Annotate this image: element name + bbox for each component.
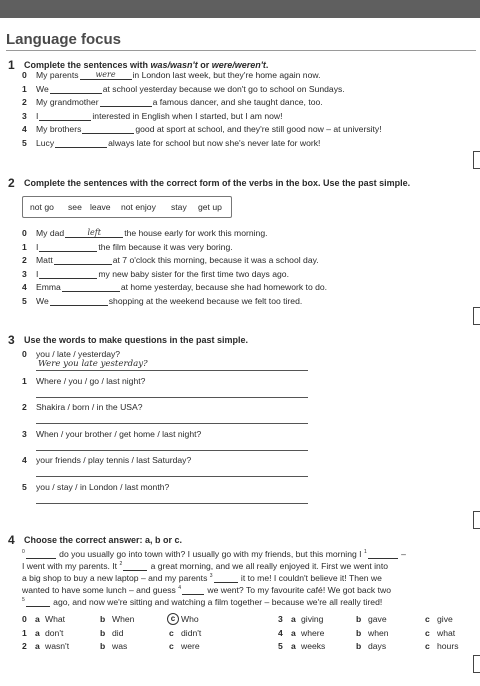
sentence-end: in London last week, but they're home again now.: [132, 70, 321, 80]
verb-see: see: [68, 202, 82, 212]
answer-line[interactable]: [36, 450, 308, 451]
choice-option[interactable]: weeks: [301, 641, 326, 651]
sentence-start: I: [36, 241, 39, 252]
verb-box: [22, 196, 232, 218]
answer-blank[interactable]: [50, 296, 108, 306]
choice-letter-a[interactable]: a: [35, 627, 40, 638]
exercise-number: 3: [8, 333, 15, 347]
choice-letter-c[interactable]: c: [425, 627, 430, 638]
choice-letter-a[interactable]: a: [291, 641, 296, 651]
choice-letter-b[interactable]: b: [100, 641, 106, 651]
choice-letter-c[interactable]: c: [169, 641, 174, 651]
choice-letter-b[interactable]: b: [356, 614, 362, 624]
item-number: 2: [22, 97, 27, 108]
text-line-5: $^5$ ago, and now we're sitting and watching a film together – because we're all really tired!: [22, 597, 383, 607]
score-bracket: [473, 307, 480, 325]
sentence-text: [36, 124, 382, 134]
choice-option[interactable]: hours: [437, 641, 459, 651]
sentence-text: [36, 70, 320, 80]
item-number: 4: [22, 282, 27, 293]
answer-blank[interactable]: [50, 84, 102, 94]
sentence-text: [36, 138, 320, 148]
choice-option[interactable]: give: [437, 614, 453, 624]
question-prompt: you / late / yesterday?: [36, 349, 121, 359]
sentence-end: always late for school but now she's never late for work!: [108, 138, 321, 148]
item-number: 1: [22, 375, 27, 386]
text-line-2: I went with my parents. It $^2$ a great morning, and we all really enjoyed it. First we went into: [22, 561, 389, 571]
choice-letter-c[interactable]: c: [425, 614, 430, 624]
exercise-instruction: Choose the correct answer: a, b or c.: [24, 535, 183, 545]
top-bar: [0, 0, 480, 18]
item-number: 0: [22, 614, 27, 624]
sentence-text: [36, 296, 302, 306]
choice-option[interactable]: when: [368, 627, 389, 638]
answer-blank[interactable]: [39, 111, 91, 121]
sentence-end: the film because it was very boring.: [98, 241, 233, 252]
sentence-text: [36, 255, 319, 265]
choice-letter-c[interactable]: c: [169, 627, 174, 638]
choice-letter-c[interactable]: c: [167, 613, 179, 625]
item-number: 5: [278, 641, 283, 651]
choice-letter-b[interactable]: b: [356, 641, 362, 651]
choice-option[interactable]: were: [181, 641, 200, 651]
exercise-instruction: Use the words to make questions in the past simple.: [24, 335, 249, 345]
item-number: 0: [22, 70, 27, 80]
choice-option[interactable]: didn't: [181, 627, 202, 638]
text-line-3: a big shop to buy a new laptop – and my parents $^3$ it to me! I couldn't believe it! Then we: [22, 573, 382, 583]
score-bracket: [473, 151, 480, 169]
choice-letter-c[interactable]: c: [425, 641, 430, 651]
choice-option[interactable]: giving: [301, 614, 324, 624]
question-prompt: Where / you / go / last night?: [36, 375, 146, 386]
sentence-text: [36, 282, 327, 292]
choice-option[interactable]: Who: [181, 614, 199, 624]
answer-line[interactable]: [36, 423, 308, 424]
answer-line[interactable]: [36, 370, 308, 371]
answer-blank[interactable]: [55, 138, 107, 148]
sentence-start: My grandmother: [36, 97, 99, 108]
exercise-number: 1: [8, 58, 15, 72]
sentence-end: shopping at the weekend because we felt too tired.: [108, 296, 303, 306]
choice-option[interactable]: gave: [368, 614, 387, 624]
question-prompt: When / your brother / get home / last night?: [36, 428, 202, 439]
verb-leave: leave: [90, 202, 111, 212]
sentence-end: my new baby sister for the first time two days ago.: [98, 268, 289, 279]
sentence-start: My parents: [36, 70, 79, 80]
answer-blank[interactable]: left: [65, 228, 123, 238]
exercise-number: 4: [8, 533, 15, 547]
answer-blank[interactable]: were: [80, 70, 132, 80]
exercise-instruction: Complete the sentences with the correct form of the verbs in the box. Use the past simple.: [24, 178, 411, 188]
item-number: 0: [22, 349, 27, 359]
question-prompt: Shakira / born / in the USA?: [36, 402, 143, 413]
sentence-start: We: [36, 296, 49, 306]
choice-option[interactable]: What: [45, 614, 66, 624]
choice-letter-b[interactable]: b: [100, 627, 106, 638]
sentence-start: Matt: [36, 255, 53, 266]
question-prompt: your friends / play tennis / last Saturday?: [36, 455, 192, 466]
exercise-number: 2: [8, 176, 15, 190]
choice-option[interactable]: days: [368, 641, 387, 651]
choice-option[interactable]: where: [301, 627, 325, 638]
sentence-end: at 7 o'clock this morning, because it was a school day.: [112, 255, 319, 266]
sentence-text: [36, 111, 283, 121]
item-number: 2: [22, 402, 27, 413]
sentence-text: [36, 242, 233, 252]
verb-stay: stay: [171, 202, 187, 212]
sentence-start: My brothers: [36, 124, 82, 135]
sentence-text: [36, 269, 289, 279]
sentence-text: [36, 97, 323, 107]
item-number: 2: [22, 641, 27, 651]
sentence-text: [36, 84, 345, 94]
verb-not-go: not go: [30, 202, 54, 212]
choice-letter-a[interactable]: a: [35, 614, 40, 624]
item-number: 4: [278, 627, 283, 638]
page-title: Language focus: [6, 31, 122, 48]
exercise-instruction: Complete the sentences with was/wasn't or were/weren't.: [24, 60, 269, 70]
answer-blank[interactable]: [100, 97, 152, 107]
item-number: 0: [22, 228, 27, 238]
item-number: 3: [278, 614, 283, 624]
text-line-4: wanted to have some lunch – and guess $^4$ we went? To my favourite café! We got back two: [22, 585, 391, 595]
answer-line[interactable]: [36, 397, 308, 398]
choice-option[interactable]: don't: [45, 627, 64, 638]
choice-letter-b[interactable]: b: [356, 627, 362, 638]
choice-option[interactable]: was: [112, 641, 128, 651]
item-number: 1: [22, 627, 27, 638]
sentence-end: good at sport at school, and they're still good now – at university!: [135, 124, 382, 135]
choice-option[interactable]: what: [437, 627, 456, 638]
item-number: 3: [22, 268, 27, 279]
item-number: 2: [22, 255, 27, 266]
question-prompt: you / stay / in London / last month?: [36, 482, 170, 492]
sentence-text: [36, 228, 267, 238]
answer-blank[interactable]: [82, 124, 134, 134]
choice-option[interactable]: did: [112, 627, 124, 638]
verb-get-up: get up: [198, 202, 222, 212]
sentence-end: the house early for work this morning.: [124, 228, 268, 238]
choice-letter-a[interactable]: a: [291, 627, 296, 638]
sentence-start: Lucy: [36, 138, 55, 148]
item-number: 4: [22, 124, 27, 135]
text-line-1: $^0$ do you usually go into town with? I usually go with my friends, but this morning I $^1$ –: [22, 549, 406, 559]
answer-blank[interactable]: [39, 242, 97, 252]
item-number: 5: [22, 296, 27, 306]
item-number: 3: [22, 428, 27, 439]
example-answer: Were you late yesterday?: [38, 359, 148, 369]
item-number: 3: [22, 110, 27, 121]
answer-blank[interactable]: [62, 282, 120, 292]
sentence-end: at home yesterday, because she had homework to do.: [120, 282, 328, 293]
choice-option[interactable]: wasn't: [45, 641, 70, 651]
choice-letter-a[interactable]: a: [291, 614, 296, 624]
score-bracket: [473, 511, 480, 529]
sentence-start: I: [36, 110, 39, 121]
choice-option[interactable]: When: [112, 614, 135, 624]
item-number: 1: [22, 83, 27, 94]
sentence-end: interested in English when I started, but I am now!: [92, 110, 283, 121]
score-bracket: [473, 655, 480, 673]
sentence-start: My dad: [36, 228, 65, 238]
verb-not-enjoy: not enjoy: [121, 202, 156, 212]
item-number: 5: [22, 138, 27, 148]
sentence-start: I: [36, 268, 39, 279]
sentence-end: at school yesterday because we don't go to school on Sundays.: [102, 83, 345, 94]
answer-line[interactable]: [36, 476, 308, 477]
title-divider: [6, 50, 476, 51]
sentence-start: Emma: [36, 282, 61, 293]
item-number: 4: [22, 455, 27, 466]
choice-letter-a[interactable]: a: [35, 641, 40, 651]
sentence-start: We: [36, 83, 49, 94]
answer-line[interactable]: [36, 503, 308, 504]
answer-blank[interactable]: [39, 269, 97, 279]
sentence-end: a famous dancer, and she taught dance, too.: [152, 97, 323, 108]
answer-blank[interactable]: [54, 255, 112, 265]
choice-letter-b[interactable]: b: [100, 614, 106, 624]
item-number: 1: [22, 241, 27, 252]
item-number: 5: [22, 482, 27, 492]
